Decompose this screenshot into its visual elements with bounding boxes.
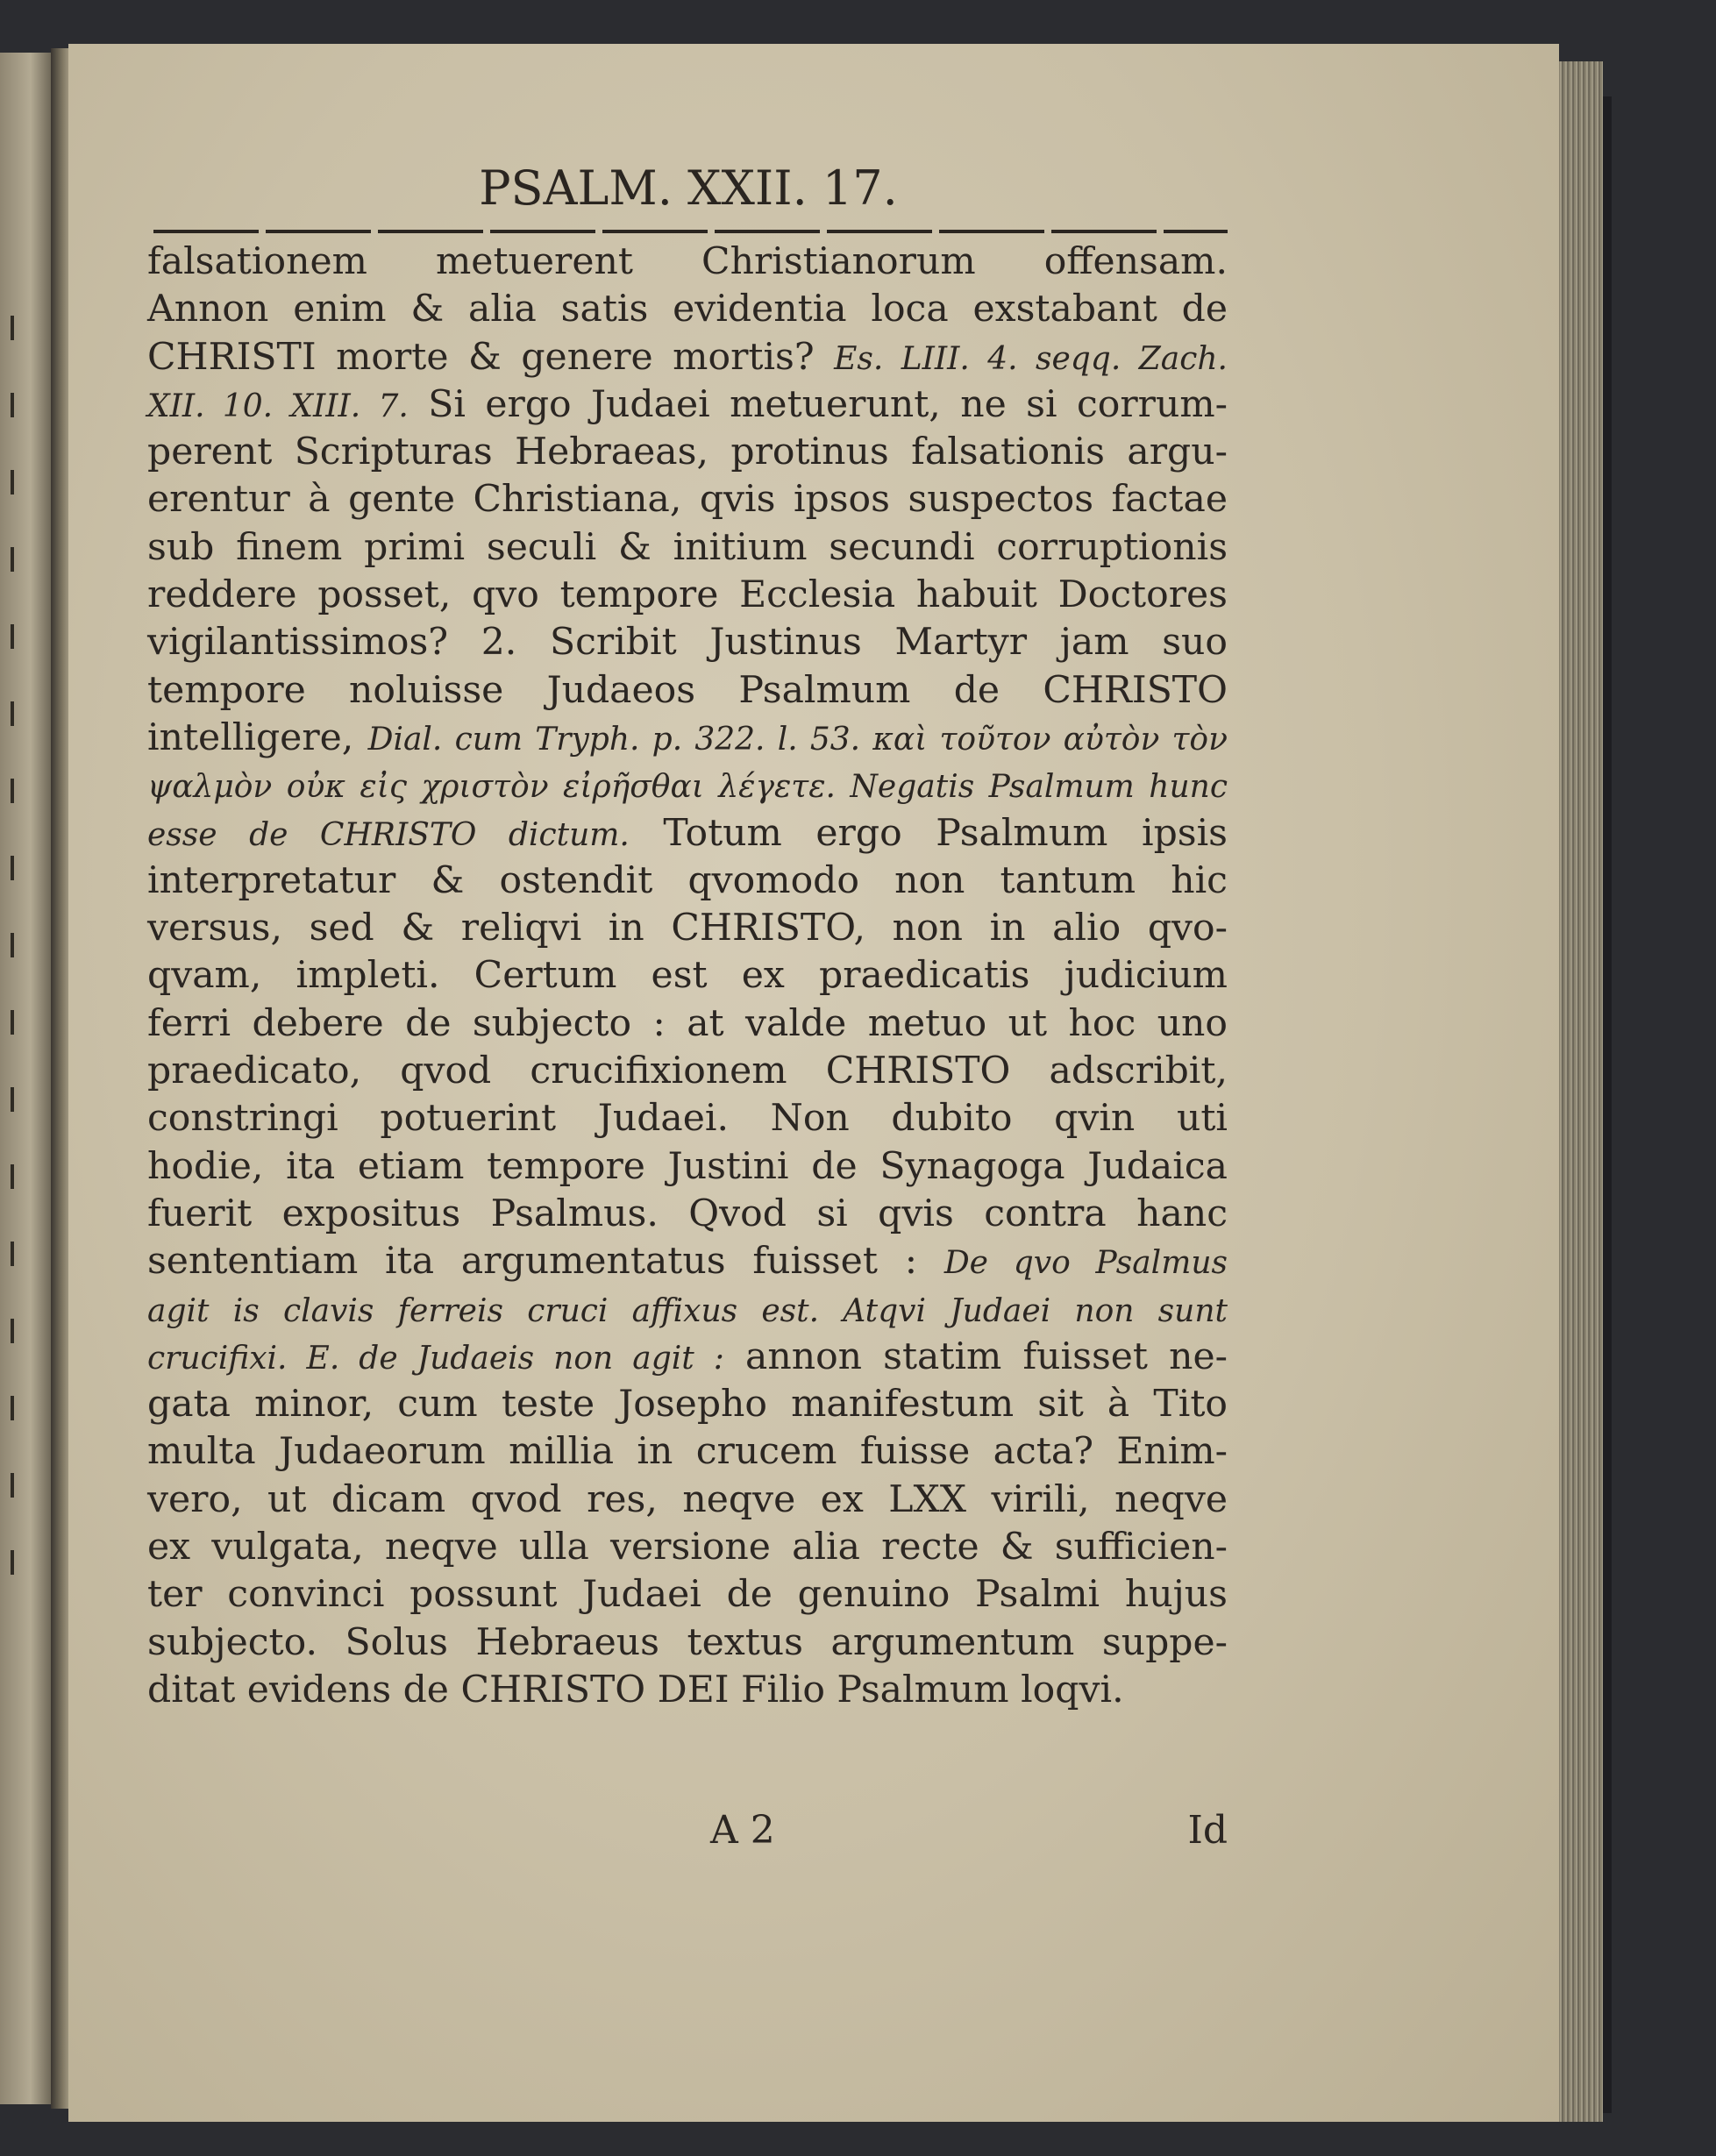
facing-page-marks: [7, 316, 19, 1806]
text-line: [147, 524, 1228, 572]
cover-edge: [1603, 96, 1612, 2113]
line-text: praedicato, qvod crucifixionem CHRISTO adscribit,: [147, 1050, 1228, 1093]
line-text: perent Scripturas Hebraeas, protinus falsationis argu-: [147, 430, 1228, 474]
text-line: [147, 715, 1228, 762]
header-rule: [153, 230, 1228, 233]
text-line: [147, 286, 1228, 333]
italic-citation: crucifixi. E. de Judaeis non agit :: [147, 1340, 724, 1377]
text-line: [147, 1095, 1228, 1142]
text-line: [147, 619, 1228, 666]
line-text: subjecto. Solus Hebraeus textus argumentum suppe-: [147, 1620, 1228, 1664]
page-stack-edge: [1559, 61, 1603, 2122]
line-text: fuerit expositus Psalmus. Qvod si qvis contra hanc: [147, 1192, 1228, 1235]
italic-citation: De qvo Psalmus: [943, 1245, 1228, 1282]
text-line: [147, 1143, 1228, 1191]
italic-citation: ψαλμὸν οὐκ εἰς χριστὸν εἰρῆσθαι λέγετε. Negatis Psalmum hunc: [147, 769, 1228, 806]
line-text: ex vulgata, neqve ulla versione alia recte & sufficien-: [147, 1526, 1228, 1569]
italic-citation: esse de CHRISTO dictum.: [147, 816, 630, 853]
italic-citation: Es. LIII. 4. seqq. Zach.: [834, 340, 1228, 377]
line-text: intelligere,: [147, 715, 368, 759]
text-line: [147, 1048, 1228, 1095]
signature-mark: A 2: [710, 1808, 775, 1853]
text-line: [147, 905, 1228, 952]
line-text: reddere posset, qvo tempore Ecclesia habuit Doctores: [147, 573, 1228, 617]
text-line: [147, 1191, 1228, 1238]
text-line: [147, 1667, 1228, 1714]
line-text: gata minor, cum teste Josepho manifestum sit à Tito: [147, 1383, 1228, 1427]
line-text: CHRISTI morte & genere mortis?: [147, 335, 835, 379]
text-line: [147, 1286, 1228, 1334]
body-text: [147, 238, 1228, 1714]
book-gutter: [51, 48, 70, 2109]
line-text: Totum ergo Psalmum ipsis: [629, 811, 1228, 855]
text-line: [147, 810, 1228, 857]
italic-citation: XII. 10. XIII. 7.: [147, 388, 409, 424]
text-line: [147, 762, 1228, 809]
text-line: [147, 1476, 1228, 1524]
catchword: Id: [1187, 1808, 1228, 1853]
line-text: ferri debere de subjecto : at valde metuo ut hoc uno: [147, 1001, 1228, 1045]
line-text: interpretatur & ostendit qvomodo non tantum hic: [147, 858, 1228, 902]
text-line: [147, 1428, 1228, 1476]
line-text: ditat evidens de CHRISTO DEI Filio Psalmum loqvi.: [147, 1668, 1124, 1711]
line-text: qvam, impleti. Certum est ex praedicatis judicium: [147, 954, 1228, 998]
text-line: [147, 1334, 1228, 1381]
line-text: multa Judaeorum millia in crucem fuisse acta? Enim-: [147, 1430, 1228, 1474]
line-text: hodie, ita etiam tempore Justini de Synagoga Judaica: [147, 1144, 1228, 1188]
text-line: [147, 1619, 1228, 1667]
text-line: [147, 429, 1228, 476]
text-line: [147, 952, 1228, 1000]
line-text: ter convinci possunt Judaei de genuino Psalmi hujus: [147, 1573, 1228, 1617]
line-text: Annon enim & alia satis evidentia loca exstabant de: [147, 288, 1228, 331]
line-text: annon statim fuisset ne-: [723, 1334, 1228, 1378]
page-footer: [147, 1804, 1228, 1857]
text-line: [147, 334, 1228, 381]
italic-citation: agit is clavis ferreis cruci affixus est. Atqvi Judaei non sunt: [147, 1292, 1228, 1329]
line-text: sub finem primi seculi & initium secundi corruptionis: [147, 525, 1228, 569]
text-line: [147, 857, 1228, 905]
text-line: [147, 1000, 1228, 1048]
text-line: [147, 381, 1228, 429]
text-line: [147, 238, 1228, 286]
text-line: [147, 1381, 1228, 1428]
line-text: sententiam ita argumentatus fuisset :: [147, 1240, 944, 1284]
line-text: constringi potuerint Judaei. Non dubito qvin uti: [147, 1097, 1228, 1141]
text-line: [147, 572, 1228, 619]
line-text: versus, sed & reliqvi in CHRISTO, non in alio qvo-: [147, 907, 1228, 950]
text-line: [147, 476, 1228, 523]
text-line: [147, 1524, 1228, 1571]
text-line: [147, 667, 1228, 715]
line-text: vigilantissimos? 2. Scribit Justinus Martyr jam suo: [147, 621, 1228, 665]
italic-citation: Dial. cum Tryph. p. 322. l. 53. καὶ τοῦτον αὐτὸν τὸν: [367, 721, 1228, 758]
line-text: vero, ut dicam qvod res, neqve ex LXX virili, neqve: [147, 1477, 1228, 1521]
line-text: falsationem metuerent Christianorum offensam.: [147, 240, 1228, 283]
text-line: [147, 1238, 1228, 1285]
facing-page-edge: [0, 53, 51, 2104]
line-text: Si ergo Judaei metuerunt, ne si corrum-: [408, 382, 1228, 426]
running-header: PSALM. XXII. 17.: [479, 160, 898, 216]
line-text: tempore noluisse Judaeos Psalmum de CHRISTO: [147, 668, 1228, 712]
text-line: [147, 1571, 1228, 1619]
line-text: erentur à gente Christiana, qvis ipsos suspectos factae: [147, 478, 1228, 522]
